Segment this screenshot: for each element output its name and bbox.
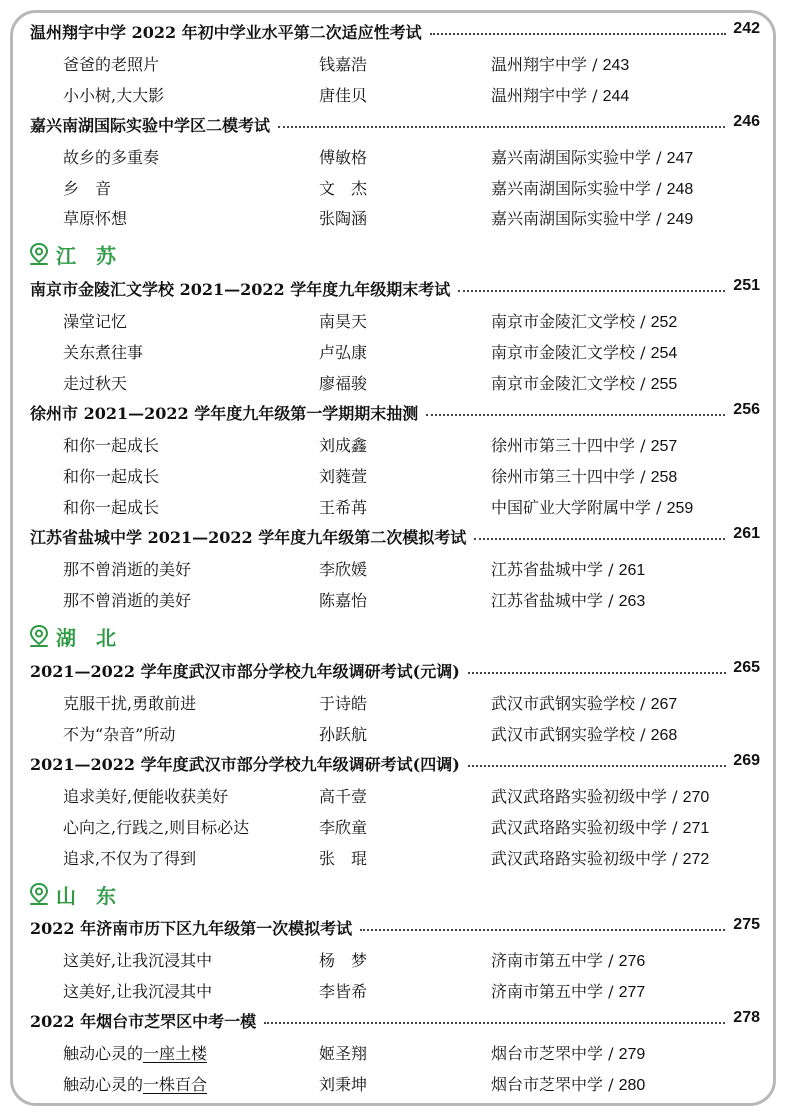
entry-title[interactable]: 那不曾消逝的美好 — [63, 591, 192, 610]
toc-entry — [0, 171, 790, 201]
entry-title[interactable]: 克服干扰,勇敢前进 — [63, 694, 197, 713]
entry-author: 唐佳贝 — [319, 86, 368, 105]
entry-school: 武汉武珞路实验初级中学 — [491, 818, 668, 837]
toc-entry — [0, 974, 790, 1004]
entry-separator: / — [635, 725, 651, 744]
page-number[interactable]: 279 — [618, 1046, 646, 1063]
region-name: 江 苏 — [56, 244, 116, 268]
entry-school-page — [491, 588, 645, 611]
page-number[interactable]: 244 — [602, 88, 630, 105]
page-number[interactable]: 257 — [650, 438, 678, 455]
entry-author: 卢弘康 — [319, 343, 368, 362]
entry-title[interactable]: 这美好,让我沉浸其中 — [63, 951, 213, 970]
entry-author: 孙跃航 — [319, 725, 368, 744]
exam-heading — [0, 16, 790, 46]
entry-title[interactable]: 走过秋天 — [63, 374, 128, 393]
leader-dots — [474, 538, 725, 540]
entry-title-underlined: 一座土楼 — [143, 1044, 208, 1063]
entry-school-page — [491, 83, 629, 106]
entry-author: 张陶涵 — [319, 209, 368, 228]
entry-author: 王希苒 — [319, 498, 368, 517]
entry-separator: / — [603, 560, 619, 579]
entry-author: 姬圣翔 — [319, 1044, 368, 1063]
page-number[interactable]: 261 — [733, 525, 760, 542]
entry-school-page — [491, 784, 709, 807]
entry-separator: / — [667, 818, 683, 837]
entry-title[interactable]: 小小树,大大影 — [63, 86, 165, 105]
entry-title[interactable]: 关东煮往事 — [63, 343, 144, 362]
page-number[interactable]: 269 — [733, 752, 760, 769]
entry-title[interactable]: 和你一起成长 — [63, 467, 160, 486]
exam-title: 徐州市 2021—2022 学年度九年级第一学期期末抽测 — [30, 404, 419, 423]
entry-separator: / — [603, 982, 619, 1001]
location-pin-icon — [28, 242, 50, 266]
entry-school: 温州翔宇中学 — [491, 55, 588, 74]
page-number[interactable]: 272 — [682, 851, 710, 868]
entry-school: 温州翔宇中学 — [491, 86, 588, 105]
location-pin-icon — [28, 882, 50, 906]
toc-entry — [0, 583, 790, 613]
entry-school-page — [491, 433, 677, 456]
entry-author: 李欣媛 — [319, 560, 368, 579]
page-number[interactable]: 263 — [618, 593, 646, 610]
entry-school: 武汉市武钢实验学校 — [491, 694, 636, 713]
entry-title[interactable]: 和你一起成长 — [63, 498, 160, 517]
entry-title[interactable]: 和你一起成长 — [63, 436, 160, 455]
entry-school-page — [491, 145, 693, 168]
exam-heading — [0, 397, 790, 427]
leader-dots — [468, 765, 726, 767]
entry-separator: / — [651, 209, 667, 228]
entry-separator: / — [651, 148, 667, 167]
entry-title[interactable]: 乡 音 — [63, 179, 112, 198]
leader-dots — [430, 33, 726, 35]
page-number[interactable]: 267 — [650, 696, 678, 713]
entry-school: 中国矿业大学附属中学 — [491, 498, 652, 517]
entry-author: 陈嘉怡 — [319, 591, 368, 610]
entry-separator: / — [603, 951, 619, 970]
toc-entry — [0, 140, 790, 170]
page-number[interactable]: 246 — [733, 113, 760, 130]
toc-entry — [0, 1067, 790, 1097]
leader-dots — [278, 126, 725, 128]
entry-author: 高千壹 — [319, 787, 368, 806]
toc-entry — [0, 459, 790, 489]
entry-author: 李皆希 — [319, 982, 368, 1001]
entry-school-page — [491, 464, 677, 487]
entry-separator: / — [651, 498, 667, 517]
entry-school: 济南市第五中学 — [491, 951, 604, 970]
exam-heading — [0, 273, 790, 303]
entry-school: 南京市金陵汇文学校 — [491, 343, 636, 362]
entry-school: 烟台市芝罘中学 — [491, 1075, 604, 1094]
entry-title[interactable] — [63, 1072, 207, 1095]
toc-entry — [0, 201, 790, 231]
entry-separator: / — [635, 374, 651, 393]
entry-title[interactable]: 心向之,行践之,则目标必达 — [63, 818, 250, 837]
page-number[interactable]: 256 — [733, 401, 760, 418]
entry-title[interactable]: 澡堂记忆 — [63, 312, 128, 331]
toc-entry — [0, 552, 790, 582]
region-heading — [0, 879, 790, 909]
entry-separator: / — [651, 179, 667, 198]
region-name: 山 东 — [56, 884, 116, 908]
entry-author: 刘秉坤 — [319, 1075, 368, 1094]
entry-title-underlined: 一株百合 — [143, 1075, 208, 1094]
page-number[interactable]: 277 — [618, 984, 646, 1001]
page-number[interactable]: 259 — [666, 500, 694, 517]
entry-author: 傅敏格 — [319, 148, 368, 167]
entry-separator: / — [635, 312, 651, 331]
entry-separator: / — [635, 436, 651, 455]
entry-author: 廖福骏 — [319, 374, 368, 393]
entry-author: 南昊天 — [319, 312, 368, 331]
entry-author: 文 杰 — [319, 179, 368, 198]
entry-school: 徐州市第三十四中学 — [491, 436, 636, 455]
entry-school-page — [491, 206, 693, 229]
toc-entry — [0, 943, 790, 973]
entry-school: 嘉兴南湖国际实验中学 — [491, 209, 652, 228]
page-number[interactable]: 265 — [733, 659, 760, 676]
page-number[interactable]: 280 — [618, 1077, 646, 1094]
entry-school-page — [491, 722, 677, 745]
entry-separator: / — [603, 591, 619, 610]
exam-heading — [0, 109, 790, 139]
page-number[interactable]: 251 — [733, 277, 760, 294]
exam-title: 2022 年烟台市芝罘区中考一模 — [30, 1012, 257, 1031]
entry-school: 武汉市武钢实验学校 — [491, 725, 636, 744]
entry-school: 江苏省盐城中学 — [491, 591, 604, 610]
entry-author: 刘成鑫 — [319, 436, 368, 455]
entry-author: 刘蕤萱 — [319, 467, 368, 486]
page-number[interactable]: 248 — [666, 181, 694, 198]
page-number[interactable]: 242 — [733, 20, 760, 37]
page-number[interactable]: 243 — [602, 57, 630, 74]
entry-school: 南京市金陵汇文学校 — [491, 374, 636, 393]
entry-title[interactable]: 不为“杂音”所动 — [63, 725, 176, 744]
leader-dots — [360, 929, 725, 931]
entry-school: 江苏省盐城中学 — [491, 560, 604, 579]
page-number[interactable]: 255 — [650, 376, 678, 393]
entry-school: 武汉武珞路实验初级中学 — [491, 787, 668, 806]
entry-separator: / — [635, 467, 651, 486]
region-name: 湖 北 — [56, 626, 116, 650]
entry-school-page — [491, 691, 677, 714]
entry-separator: / — [635, 694, 651, 713]
entry-school-page — [491, 557, 645, 580]
entry-author: 于诗皓 — [319, 694, 368, 713]
entry-school-page — [491, 1041, 645, 1064]
exam-title: 温州翔宇中学 2022 年初中学业水平第二次适应性考试 — [30, 23, 422, 42]
entry-school-page — [491, 52, 629, 75]
entry-separator: / — [635, 343, 651, 362]
leader-dots — [264, 1022, 725, 1024]
entry-title-prefix: 触动心灵的 — [63, 1075, 144, 1094]
entry-title[interactable]: 草原怀想 — [63, 209, 128, 228]
toc-entry — [0, 810, 790, 840]
entry-author: 杨 梦 — [319, 951, 368, 970]
entry-title[interactable]: 那不曾消逝的美好 — [63, 560, 192, 579]
exam-heading — [0, 521, 790, 551]
entry-separator: / — [667, 787, 683, 806]
leader-dots — [458, 290, 725, 292]
entry-separator: / — [587, 55, 603, 74]
toc-entry — [0, 366, 790, 396]
entry-school: 武汉武珞路实验初级中学 — [491, 849, 668, 868]
toc-entry — [0, 78, 790, 108]
region-heading — [0, 621, 790, 651]
exam-heading — [0, 655, 790, 685]
toc-entry — [0, 686, 790, 716]
page-number[interactable]: 258 — [650, 469, 678, 486]
page-number[interactable]: 271 — [682, 820, 710, 837]
entry-title-prefix: 触动心灵的 — [63, 1044, 144, 1063]
toc-entry — [0, 841, 790, 871]
toc-entry — [0, 47, 790, 77]
entry-school-page — [491, 815, 709, 838]
exam-heading — [0, 1005, 790, 1035]
exam-title: 嘉兴南湖国际实验中学区二模考试 — [30, 116, 271, 135]
exam-title: 2022 年济南市历下区九年级第一次模拟考试 — [30, 919, 353, 938]
toc-entry — [0, 335, 790, 365]
entry-separator: / — [603, 1044, 619, 1063]
location-pin-icon — [28, 624, 50, 648]
exam-title: 2021—2022 学年度武汉市部分学校九年级调研考试(四调) — [30, 755, 460, 774]
toc-entry — [0, 717, 790, 747]
page-number[interactable]: 268 — [650, 727, 678, 744]
leader-dots — [426, 414, 725, 416]
exam-title: 2021—2022 学年度武汉市部分学校九年级调研考试(元调) — [30, 662, 460, 681]
page-number[interactable]: 278 — [733, 1009, 760, 1026]
exam-heading — [0, 748, 790, 778]
entry-school: 嘉兴南湖国际实验中学 — [491, 179, 652, 198]
entry-school-page — [491, 979, 645, 1002]
entry-school: 烟台市芝罘中学 — [491, 1044, 604, 1063]
entry-school: 嘉兴南湖国际实验中学 — [491, 148, 652, 167]
entry-title[interactable] — [63, 1041, 207, 1064]
page-number[interactable]: 247 — [666, 150, 694, 167]
entry-author: 李欣童 — [319, 818, 368, 837]
toc-entry — [0, 428, 790, 458]
entry-school: 徐州市第三十四中学 — [491, 467, 636, 486]
entry-school-page — [491, 309, 677, 332]
entry-school-page — [491, 176, 693, 199]
entry-school-page — [491, 948, 645, 971]
toc-entry — [0, 1036, 790, 1066]
exam-heading — [0, 912, 790, 942]
exam-title: 江苏省盐城中学 2021—2022 学年度九年级第二次模拟考试 — [30, 528, 467, 547]
entry-school: 南京市金陵汇文学校 — [491, 312, 636, 331]
entry-author: 张 琨 — [319, 849, 368, 868]
entry-school-page — [491, 340, 677, 363]
exam-title: 南京市金陵汇文学校 2021—2022 学年度九年级期末考试 — [30, 280, 451, 299]
entry-author: 钱嘉浩 — [319, 55, 368, 74]
page-number[interactable]: 254 — [650, 345, 678, 362]
entry-title[interactable]: 这美好,让我沉浸其中 — [63, 982, 213, 1001]
entry-title[interactable]: 爸爸的老照片 — [63, 55, 160, 74]
entry-school-page — [491, 1072, 645, 1095]
entry-separator: / — [603, 1075, 619, 1094]
entry-title[interactable]: 追求,不仅为了得到 — [63, 849, 197, 868]
page-number[interactable]: 276 — [618, 953, 646, 970]
entry-school-page — [491, 495, 693, 518]
entry-school: 济南市第五中学 — [491, 982, 604, 1001]
toc-entry — [0, 304, 790, 334]
toc-entry — [0, 490, 790, 520]
page-number[interactable]: 252 — [650, 314, 678, 331]
page-number[interactable]: 275 — [733, 916, 760, 933]
entry-school-page — [491, 371, 677, 394]
page-number[interactable]: 249 — [666, 211, 694, 228]
leader-dots — [468, 672, 726, 674]
region-heading — [0, 239, 790, 269]
page-number[interactable]: 261 — [618, 562, 646, 579]
page-number[interactable]: 270 — [682, 789, 710, 806]
entry-title[interactable]: 追求美好,便能收获美好 — [63, 787, 229, 806]
entry-school-page — [491, 846, 709, 869]
entry-separator: / — [667, 849, 683, 868]
entry-title[interactable]: 故乡的多重奏 — [63, 148, 160, 167]
toc-entry — [0, 779, 790, 809]
entry-separator: / — [587, 86, 603, 105]
